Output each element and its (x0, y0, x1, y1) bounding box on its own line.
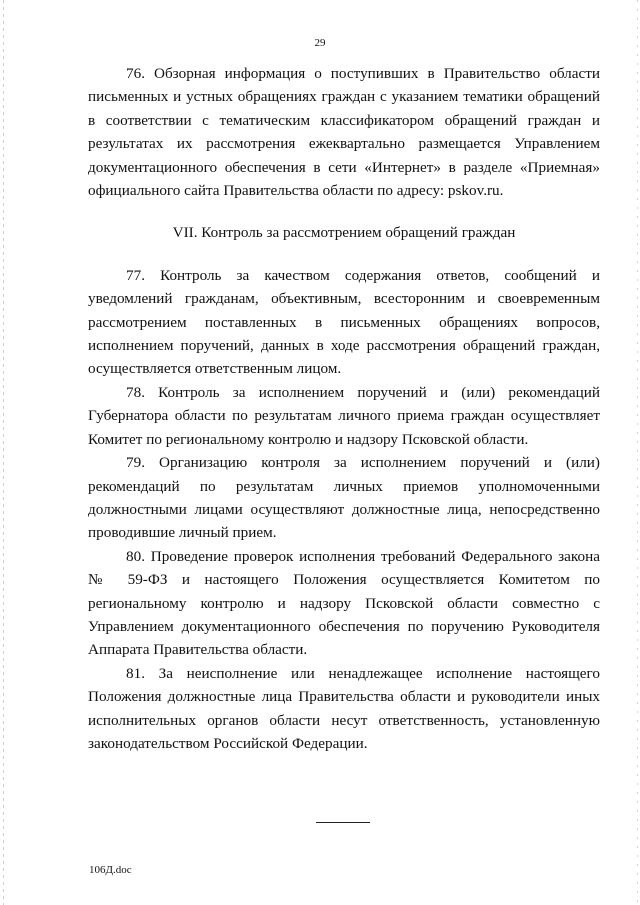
scan-edge-right (637, 0, 638, 905)
footer-filename: 106Д.doc (89, 864, 132, 876)
paragraph-77: 77. Контроль за качеством содержания ответов, сообщений и уведомлений гражданам, объективным, всесторонним и своевременным рассмотрением поставленных в письменных обращениях вопросов, исполнением поручений, данных в ходе рассмотрения обращений граждан, осуществляется ответственным лицом. (88, 266, 600, 378)
scan-edge-left (3, 0, 4, 905)
paragraph-76: 76. Обзорная информация о поступивших в Правительство области письменных и устных обращениях граждан с указанием тематики обращений в соответствии с тематическим классификатором обращений граждан и результатах их рассмотрения ежеквартально размещается Управлением документационного обеспечения в сети «Интернет» в разделе «Приемная» официального сайта Правительства области по адресу: pskov.ru. (88, 65, 600, 200)
end-of-text-rule (316, 822, 370, 823)
paragraph-80: 80. Проведение проверок исполнения требований Федерального закона № 59-ФЗ и настоящего Положения осуществляется Комитетом по региональному контролю и надзору Псковской области совместно с Управлением документационного обеспечения по поручению Руководителя Аппарата Правительства области. (88, 547, 600, 659)
section-heading: VII. Контроль за рассмотрением обращений граждан (172, 224, 516, 242)
paragraph-78: 78. Контроль за исполнением поручений и (или) рекомендаций Губернатора области по результатам личного приема граждан осуществляет Комитет по региональному контролю и надзору Псковской области. (88, 383, 600, 448)
paragraph-79: 79. Организацию контроля за исполнением поручений и (или) рекомендаций по результатам личных приемов уполномоченными должностными лицами осуществляют должностные лица, непосредственно проводившие личный прием. (88, 454, 600, 542)
page-number: 29 (314, 37, 326, 49)
document-body (88, 62, 600, 755)
paragraph-81: 81. За неисполнение или ненадлежащее исполнение настоящего Положения должностные лица Правительства области и руководители иных исполнительных органов области несут ответственность, установленную законодательством Российской Федерации. (88, 664, 600, 752)
